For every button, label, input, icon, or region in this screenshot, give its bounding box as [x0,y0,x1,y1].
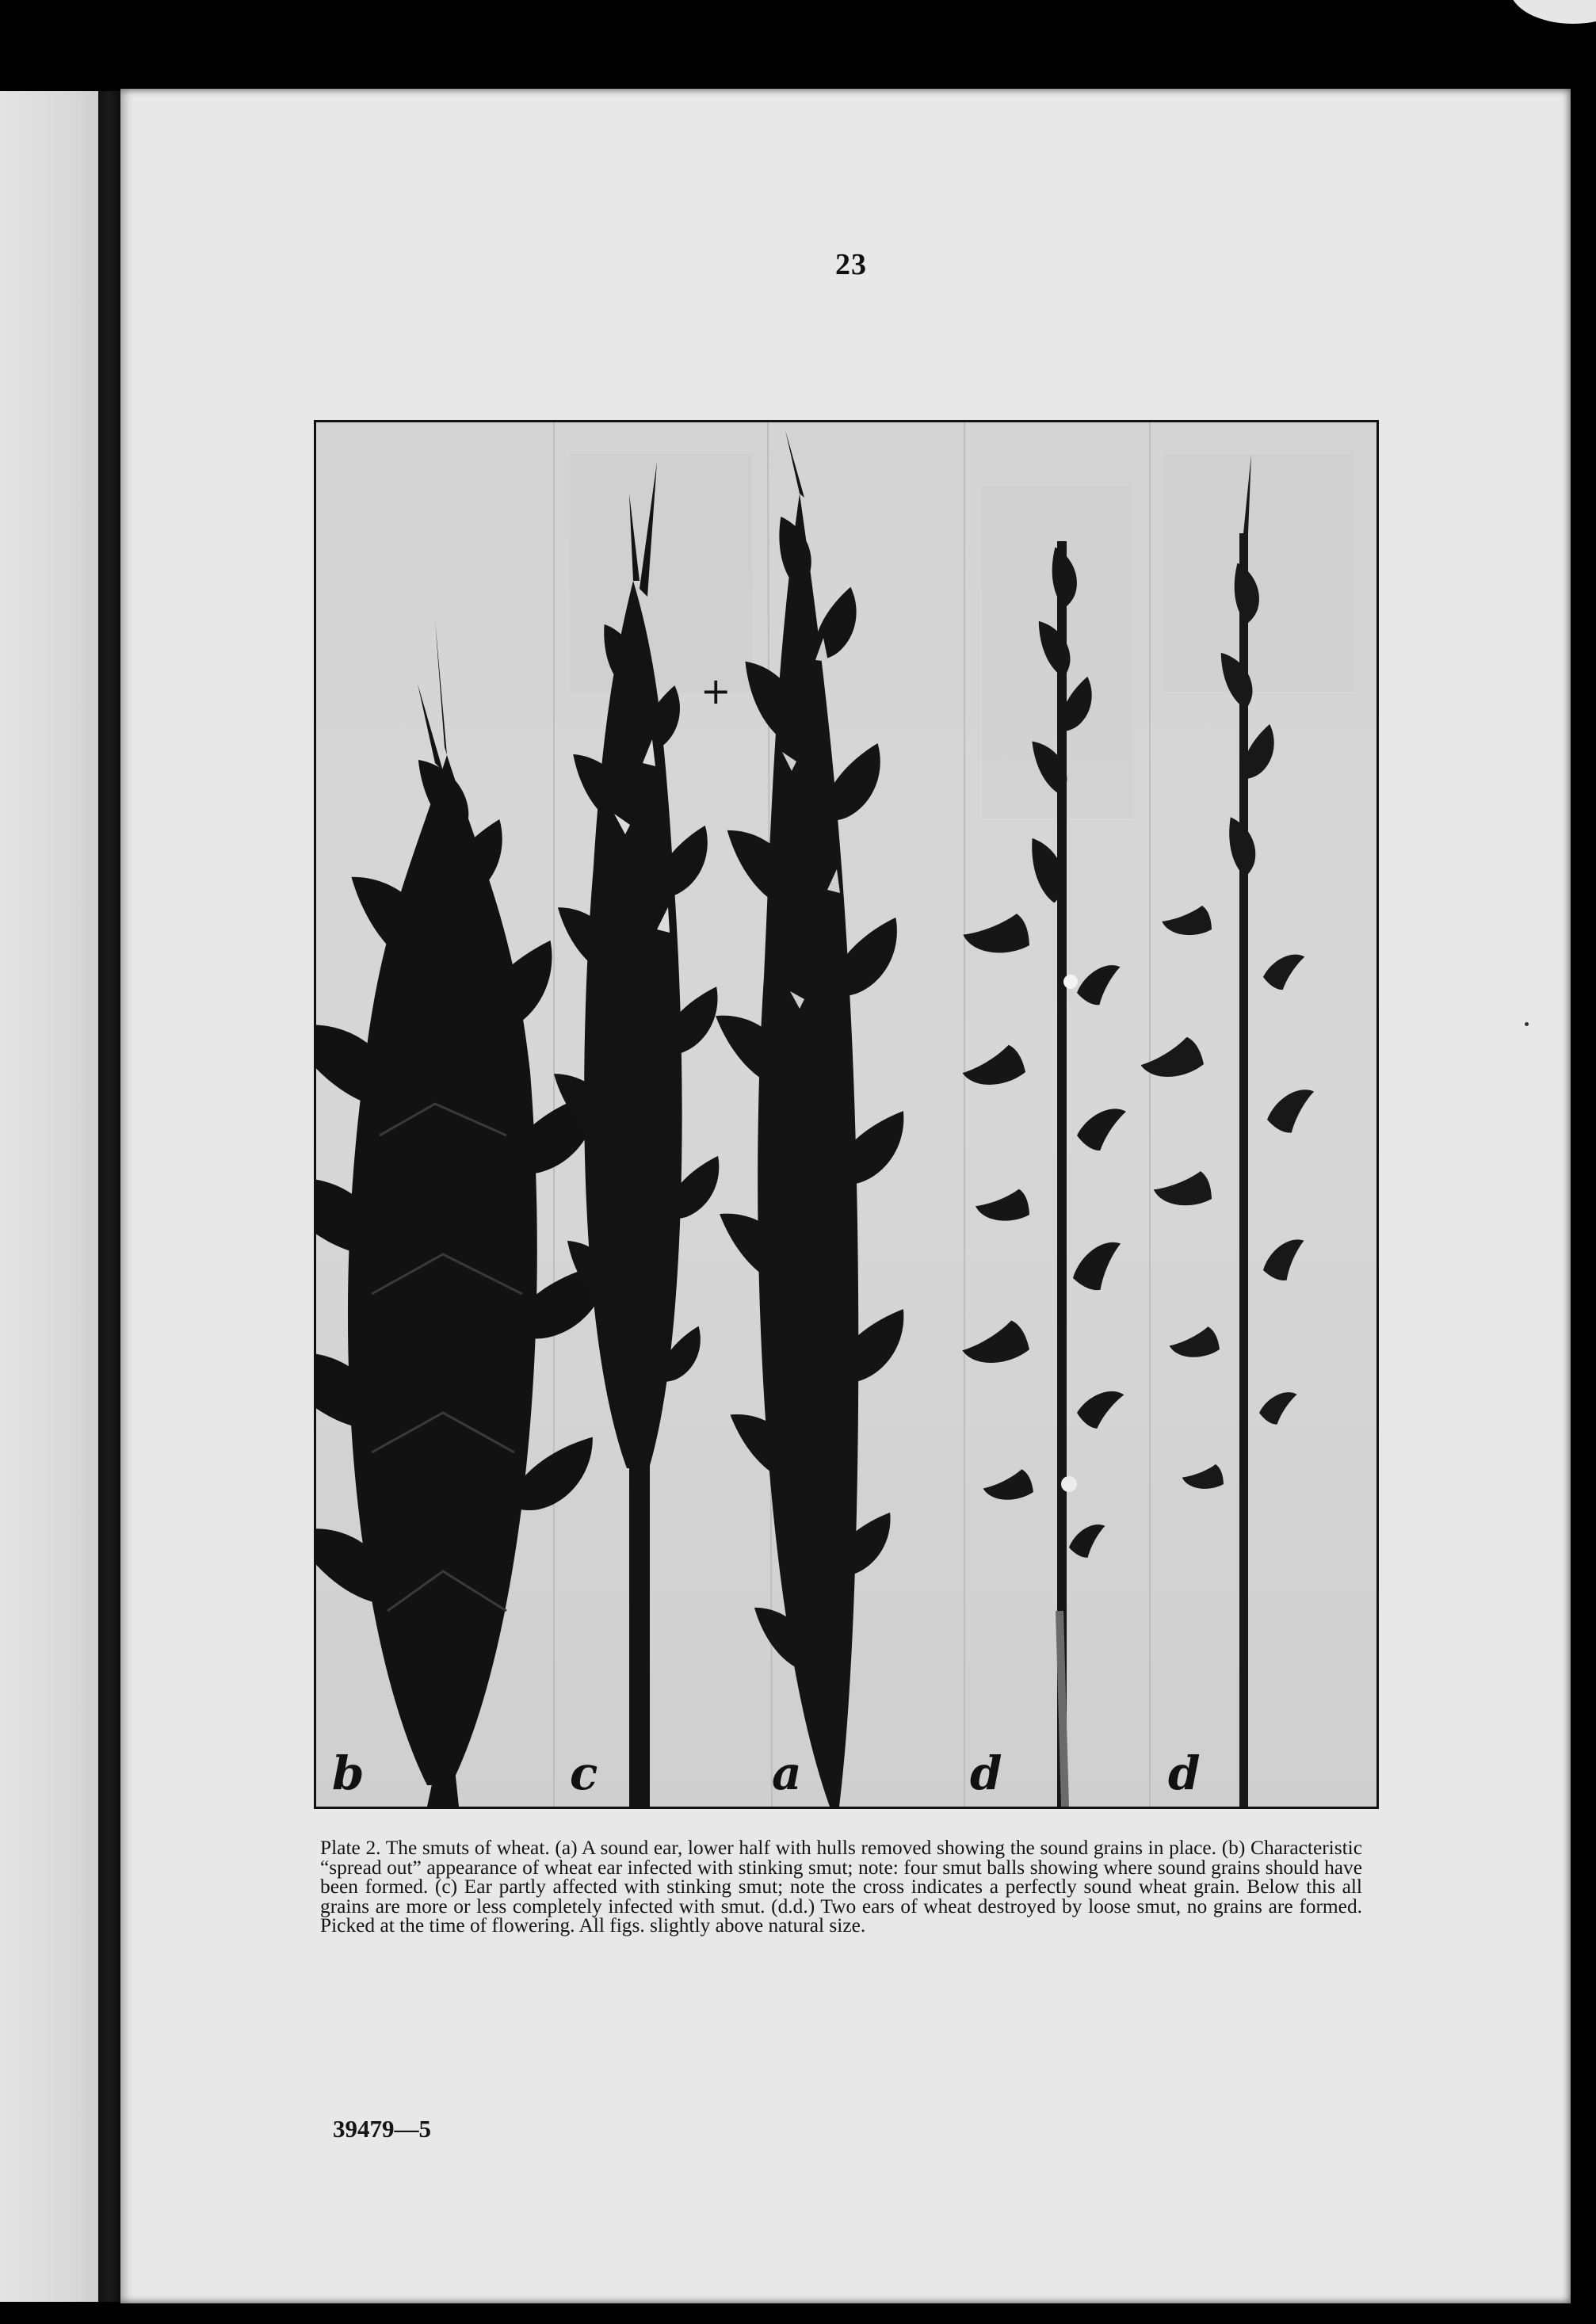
ear-d-1-stem [1060,1611,1065,1807]
ear-label-a: a [772,1746,802,1800]
footer-code: 39479—5 [333,2115,431,2143]
wheat-ear-b [316,620,628,1807]
ear-label-d: d [1168,1746,1201,1800]
book-gutter [98,91,120,2302]
ear-label-c: c [570,1746,598,1800]
page-number: 23 [835,248,867,281]
page-right-edge [1571,89,1596,2324]
wheat-smut-photograph [314,420,1379,1809]
scan-speck [1525,1022,1529,1026]
white-spot [1061,1476,1077,1492]
plate-caption: Plate 2. The smuts of wheat. (a) A sound ear, lower half with hulls removed showing the sound grains in place. (b) Characteristic “spread out” appearance of wheat ear infected with stinking smut; note: four smut balls showing where sound grains should have been formed. (c) Ear partly affected with stinking smut; note the cross indicates a perfectly sound wheat grain. Below this all grains are more or less completely infected with smut. (d.d.) Two ears of wheat destroyed by loose smut, no grains are formed. Picked at the time of flowering. All figs. slightly above natural size. [320,1837,1362,1937]
white-spot [1063,975,1078,989]
ear-label-d: d [970,1746,1002,1800]
facing-page-edge [0,91,98,2302]
cross-mark: + [701,670,731,712]
page-corner [1510,0,1596,24]
smut-dot [580,1447,591,1458]
background-mottling [570,454,1354,819]
wheat-ears-illustration [316,422,1376,1807]
ear-label-b: b [332,1746,365,1800]
